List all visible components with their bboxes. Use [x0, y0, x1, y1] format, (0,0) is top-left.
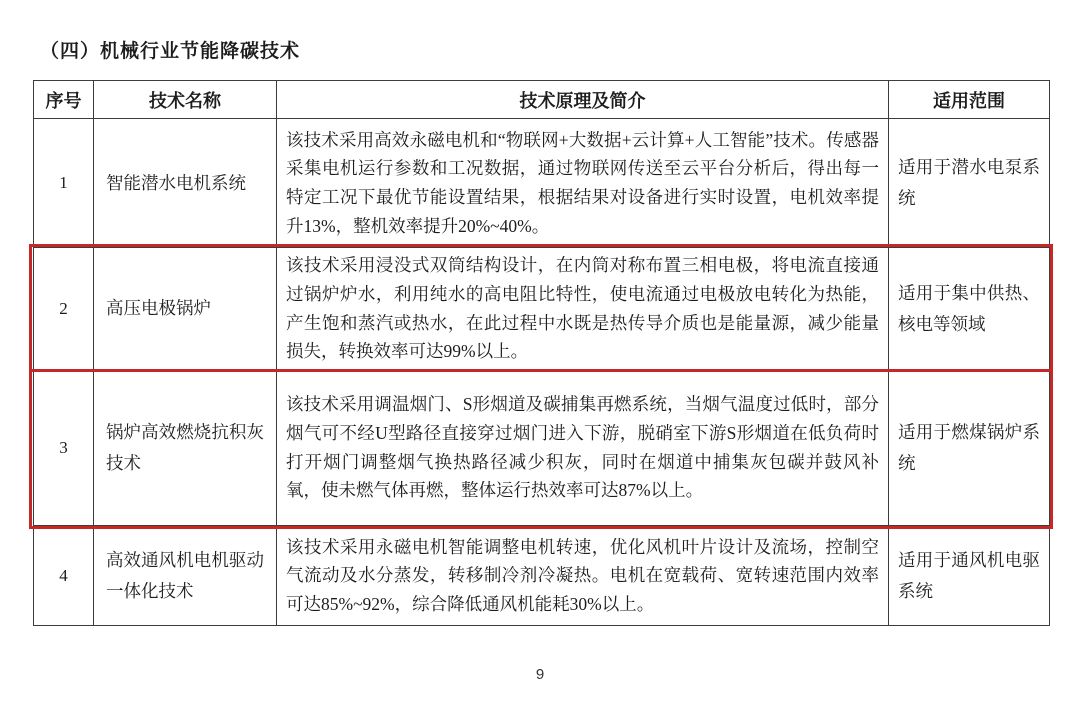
serial-number-cell: 4 [34, 526, 94, 626]
scope-cell: 适用于燃煤锅炉系统 [889, 370, 1050, 526]
table-header-row [34, 81, 1050, 119]
serial-number-cell: 2 [34, 248, 94, 370]
principle-cell: 该技术采用浸没式双筒结构设计，在内筒对称布置三相电极，将电流直接通过锅炉炉水，利用纯水的高电阻比特性，使电流通过电极放电转化为热能，产生饱和蒸汽或热水，在此过程中水既是热传导介质也是能量源，减少能量损失，转换效率可达99%以上。 [277, 248, 889, 370]
serial-number-cell: 1 [34, 119, 94, 248]
table-row-highlighted [34, 248, 1050, 370]
technology-table [33, 80, 1050, 626]
principle-cell: 该技术采用永磁电机智能调整电机转速，优化风机叶片设计及流场，控制空气流动及水分蒸发，转移制冷剂冷凝热。电机在宽载荷、宽转速范围内效率可达85%~92%，综合降低通风机能耗30%以上。 [277, 526, 889, 626]
technology-name-cell: 高压电极锅炉 [94, 248, 277, 370]
header-scope: 适用范围 [889, 81, 1050, 119]
page-number: 9 [535, 666, 545, 683]
scope-cell: 适用于通风机电驱系统 [889, 526, 1050, 626]
technology-name-cell: 锅炉高效燃烧抗积灰技术 [94, 370, 277, 526]
table-row [34, 526, 1050, 626]
serial-number-cell: 3 [34, 370, 94, 526]
principle-cell: 该技术采用调温烟门、S形烟道及碳捕集再燃系统，当烟气温度过低时，部分烟气可不经U型路径直接穿过烟门进入下游，脱硝室下游S形烟道在低负荷时打开烟门调整烟气换热路径减少积灰，同时在烟道中捕集灰包碳并鼓风补氧，使未燃气体再燃，整体运行热效率可达87%以上。 [277, 370, 889, 526]
table-row [34, 119, 1050, 248]
header-technology-name: 技术名称 [94, 81, 277, 119]
header-serial-number: 序号 [34, 81, 94, 119]
scope-cell: 适用于集中供热、核电等领域 [889, 248, 1050, 370]
table-row-highlighted [34, 370, 1050, 526]
technology-name-cell: 智能潜水电机系统 [94, 119, 277, 248]
section-title: （四）机械行业节能降碳技术 [40, 41, 301, 62]
technology-name-cell: 高效通风机电机驱动一体化技术 [94, 526, 277, 626]
header-principle: 技术原理及简介 [277, 81, 889, 119]
principle-cell: 该技术采用高效永磁电机和“物联网+大数据+云计算+人工智能”技术。传感器采集电机运行参数和工况数据，通过物联网传送至云平台分析后，得出每一特定工况下最优节能设置结果，根据结果对设备进行实时设置，电机效率提升13%，整机效率提升20%~40%。 [277, 119, 889, 248]
scope-cell: 适用于潜水电泵系统 [889, 119, 1050, 248]
